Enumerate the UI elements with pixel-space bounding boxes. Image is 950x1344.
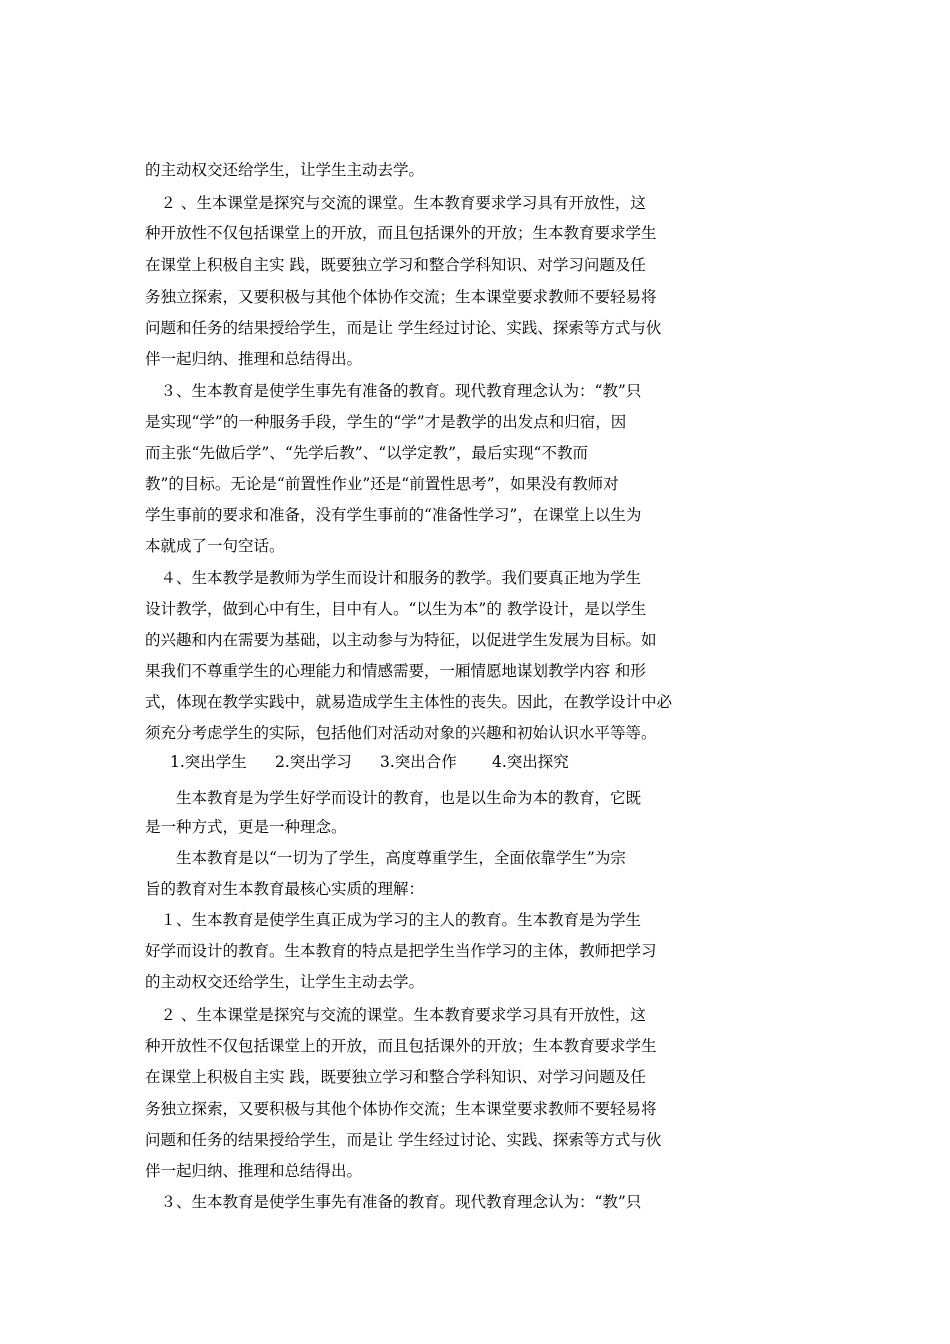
paragraph-line: 务独立探索，又要积极与其他个体协作交流；生本课堂要求教师不要轻易将 [145,1100,657,1118]
paragraph-line: 问题和任务的结果授给学生，而是让 学生经过讨论、实践、探索等方式与伙 [145,1131,662,1149]
paragraph-line: 果我们不尊重学生的心理能力和情感需要，一厢情愿地谋划教学内容 和形 [145,662,646,680]
list-item: 2.突出学习 [275,753,352,771]
paragraph-line: 伴一起归纳、推理和总结得出。 [145,350,363,368]
paragraph-line: 在课堂上积极自主实 践，既要独立学习和整合学科知识、对学习问题及任 [145,1068,646,1086]
paragraph-line: 的兴趣和内在需要为基础，以主动参与为特征，以促进学生发展为目标。如 [145,631,657,649]
paragraph-line: 的主动权交还给学生，让学生主动去学。 [145,161,425,179]
paragraph-line: ２ 、生本课堂是探究与交流的课堂。生本教育要求学习具有开放性，这 [145,1006,646,1024]
paragraph-line: 而主张“先做后学”、“先学后教”、“以学定教”，最后实现“不教而 [145,444,588,462]
paragraph-line: 种开放性不仅包括课堂上的开放，而且包括课外的开放；生本教育要求学生 [145,1037,657,1055]
paragraph-line: 的主动权交还给学生，让学生主动去学。 [145,973,425,991]
paragraph-line: 式，体现在教学实践中，就易造成学生主体性的丧失。因此，在教学设计中必 [145,693,673,711]
paragraph-line: 生本教育是为学生好学而设计的教育，也是以生命为本的教育，它既 [145,789,642,807]
list-row [170,752,715,772]
paragraph-line: ３、生本教育是使学生事先有准备的教育。现代教育理念认为：“教”只 [145,1193,642,1211]
paragraph-line: 问题和任务的结果授给学生，而是让 学生经过讨论、实践、探索等方式与伙 [145,319,662,337]
paragraph-line: 好学而设计的教育。生本教育的特点是把学生当作学习的主体，教师把学习 [145,942,657,960]
paragraph-line: 在课堂上积极自主实 践，既要独立学习和整合学科知识、对学习问题及任 [145,256,646,274]
paragraph-line: 教”的目标。无论是“前置性作业”还是“前置性思考”，如果没有教师对 [145,475,619,493]
paragraph-line: ３、生本教育是使学生事先有准备的教育。现代教育理念认为：“教”只 [145,382,642,400]
paragraph-line: ４、生本教学是教师为学生而设计和服务的教学。我们要真正地为学生 [145,569,642,587]
paragraph-line: 种开放性不仅包括课堂上的开放，而且包括课外的开放；生本教育要求学生 [145,224,657,242]
paragraph-line: 须充分考虑学生的实际，包括他们对活动对象的兴趣和初始认识水平等等。 [145,724,657,742]
paragraph-line: 是一种方式，更是一种理念。 [145,818,347,836]
paragraph-line: 本就成了一句空话。 [145,537,285,555]
paragraph-line: 务独立探索，又要积极与其他个体协作交流；生本课堂要求教师不要轻易将 [145,288,657,306]
paragraph-line: 伴一起归纳、推理和总结得出。 [145,1162,363,1180]
paragraph-line: 设计教学，做到心中有生，目中有人。“以生为本”的 教学设计，是以学生 [145,600,647,618]
list-item: 3.突出合作 [380,753,457,771]
paragraph-line: 学生事前的要求和准备，没有学生事前的“准备性学习”，在课堂上以生为 [145,506,642,524]
list-item: 4.突出探究 [492,753,569,771]
paragraph-line: 生本教育是以“一切为了学生，高度尊重学生，全面依靠学生”为宗 [145,849,626,867]
paragraph-line: ２ 、生本课堂是探究与交流的课堂。生本教育要求学习具有开放性，这 [145,194,646,212]
list-item: 1.突出学生 [170,753,247,771]
paragraph-line: 旨的教育对生本教育最核心实质的理解： [145,880,425,898]
paragraph-line: １、生本教育是使学生真正成为学习的主人的教育。生本教育是为学生 [145,911,642,929]
paragraph-line: 是实现“学”的一种服务手段，学生的“学”才是教学的出发点和归宿，因 [145,413,627,431]
